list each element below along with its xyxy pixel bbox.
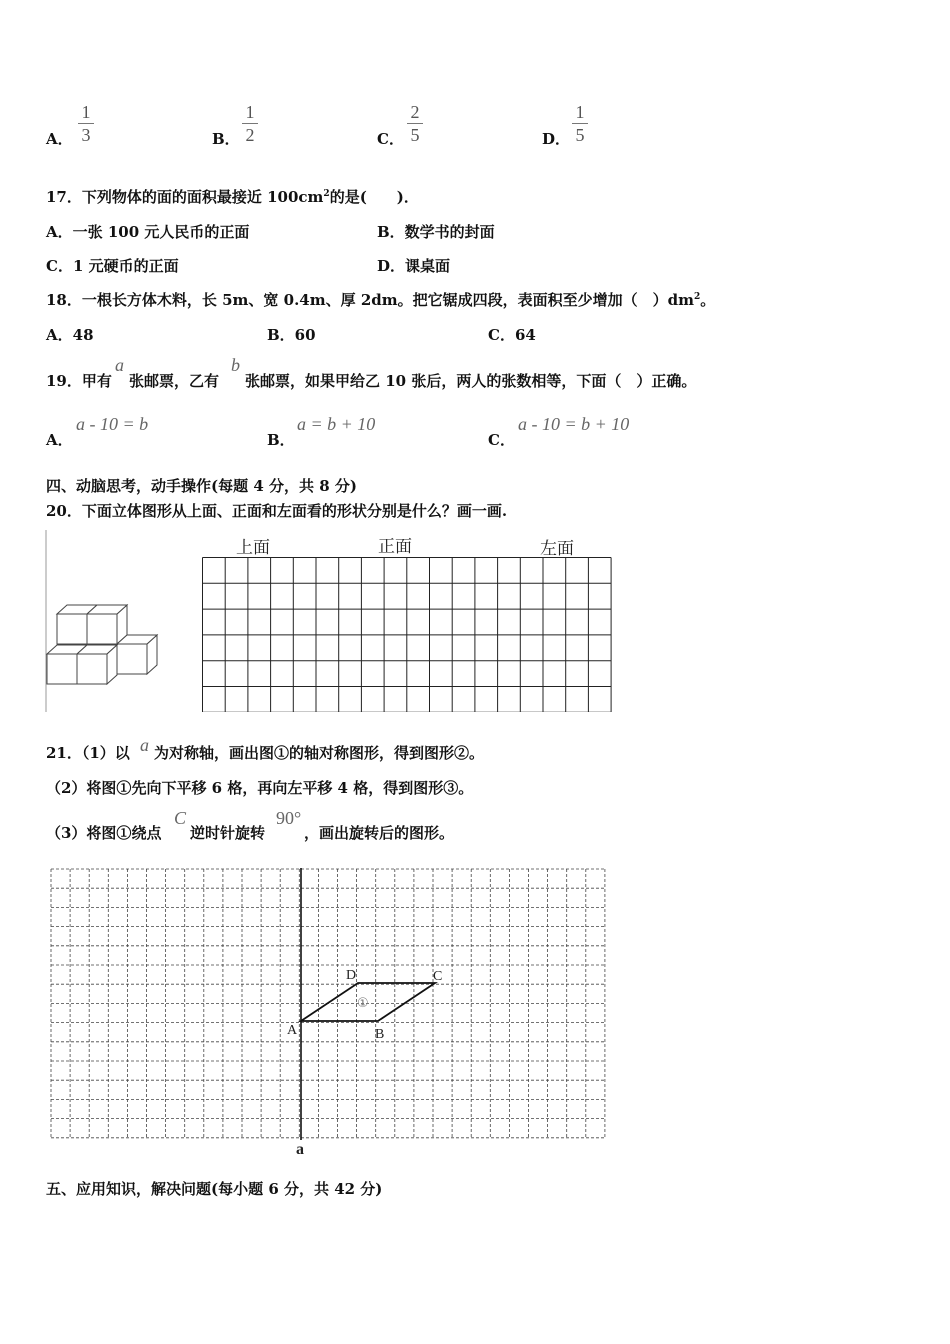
q21-part3-mid: 逆时针旋转 bbox=[190, 824, 266, 842]
q19-var-b: b bbox=[231, 355, 240, 375]
q19-stem-part2: 张邮票，乙有 bbox=[129, 372, 220, 390]
view-label-top: 上面 bbox=[236, 538, 270, 557]
q21-part1-var: a bbox=[140, 735, 149, 755]
q16-option-b-letter: B． bbox=[212, 130, 240, 148]
q19-stem-part1: 19．甲有 bbox=[46, 372, 112, 390]
q21-part3-var: C bbox=[174, 808, 187, 828]
q16-option-d-letter: D． bbox=[542, 130, 571, 148]
q20-stem: 20．下面立体图形从上面、正面和左面看的形状分别是什么？画一画. bbox=[46, 502, 508, 520]
section-5-heading: 五、应用知识，解决问题(每小题 6 分，共 42 分) bbox=[46, 1180, 383, 1198]
q19-option-c-expr: a - 10 = b + 10 bbox=[518, 414, 630, 434]
view-label-front: 正面 bbox=[378, 537, 412, 556]
point-d-label: D bbox=[346, 968, 357, 983]
q16-option-c-fraction: 2 5 bbox=[405, 102, 425, 145]
q17-option-d: D．课桌面 bbox=[377, 257, 451, 275]
q16-option-a-fraction: 1 3 bbox=[76, 102, 96, 145]
q19-option-b-letter: B． bbox=[267, 431, 295, 449]
q19-option-b-expr: a = b + 10 bbox=[297, 414, 376, 434]
q19-stem-part3: 张邮票，如果甲给乙 10 张后，两人的张数相等，下面（ ）正确。 bbox=[245, 372, 697, 390]
q18-option-b: B．60 bbox=[267, 326, 316, 344]
q19-option-a-letter: A． bbox=[46, 431, 73, 449]
q16-option-c-letter: C． bbox=[377, 130, 404, 148]
q21-coordinate-grid[interactable] bbox=[50, 868, 610, 1158]
q18-option-a: A．48 bbox=[46, 326, 94, 344]
q18-option-c: C．64 bbox=[488, 326, 536, 344]
q16-option-b-fraction: 1 2 bbox=[240, 102, 260, 145]
figure-1-label: ① bbox=[357, 996, 369, 1011]
q17-stem: 17．下列物体的面的面积最接近 $100cm^2$的是( )． bbox=[46, 188, 419, 206]
point-a-label: A bbox=[287, 1023, 298, 1038]
q21-part2: （2）将图①先向下平移 6 格，再向左平移 4 格，得到图形③。 bbox=[46, 779, 474, 797]
view-label-left: 左面 bbox=[540, 539, 574, 558]
point-b-label: B bbox=[375, 1027, 385, 1042]
q17-option-b: B．数学书的封面 bbox=[377, 223, 495, 241]
q16-option-d-fraction: 1 5 bbox=[570, 102, 590, 145]
q21-part3-pre: （3）将图①绕点 bbox=[46, 824, 162, 842]
point-c-label: C bbox=[433, 969, 443, 984]
q21-part3-angle: 90° bbox=[276, 808, 302, 828]
q21-part3-post: ，画出旋转后的图形。 bbox=[304, 824, 455, 842]
q20-cube-figure bbox=[44, 530, 164, 712]
q17-option-c: C．1 元硬币的正面 bbox=[46, 257, 179, 275]
q20-drawing-grid[interactable] bbox=[202, 557, 612, 712]
q21-part1-pre: 21．（1）以 bbox=[46, 744, 130, 762]
axis-a-label: a bbox=[296, 1141, 304, 1158]
q19-option-c-letter: C． bbox=[488, 431, 515, 449]
q21-part1-post: 为对称轴，画出图①的轴对称图形，得到图形②。 bbox=[154, 744, 485, 762]
section-4-heading: 四、动脑思考，动手操作(每题 4 分，共 8 分) bbox=[46, 477, 357, 495]
q19-var-a: a bbox=[115, 355, 124, 375]
q16-option-a-letter: A． bbox=[46, 130, 73, 148]
q18-stem: 18．一根长方体木料，长 5m、宽 0.4m、厚 2dm。把它锯成四段，表面积至少增加（ ）$dm^2$。 bbox=[46, 291, 716, 309]
q17-option-a: A．一张 100 元人民币的正面 bbox=[46, 223, 250, 241]
q19-option-a-expr: a - 10 = b bbox=[76, 414, 149, 434]
